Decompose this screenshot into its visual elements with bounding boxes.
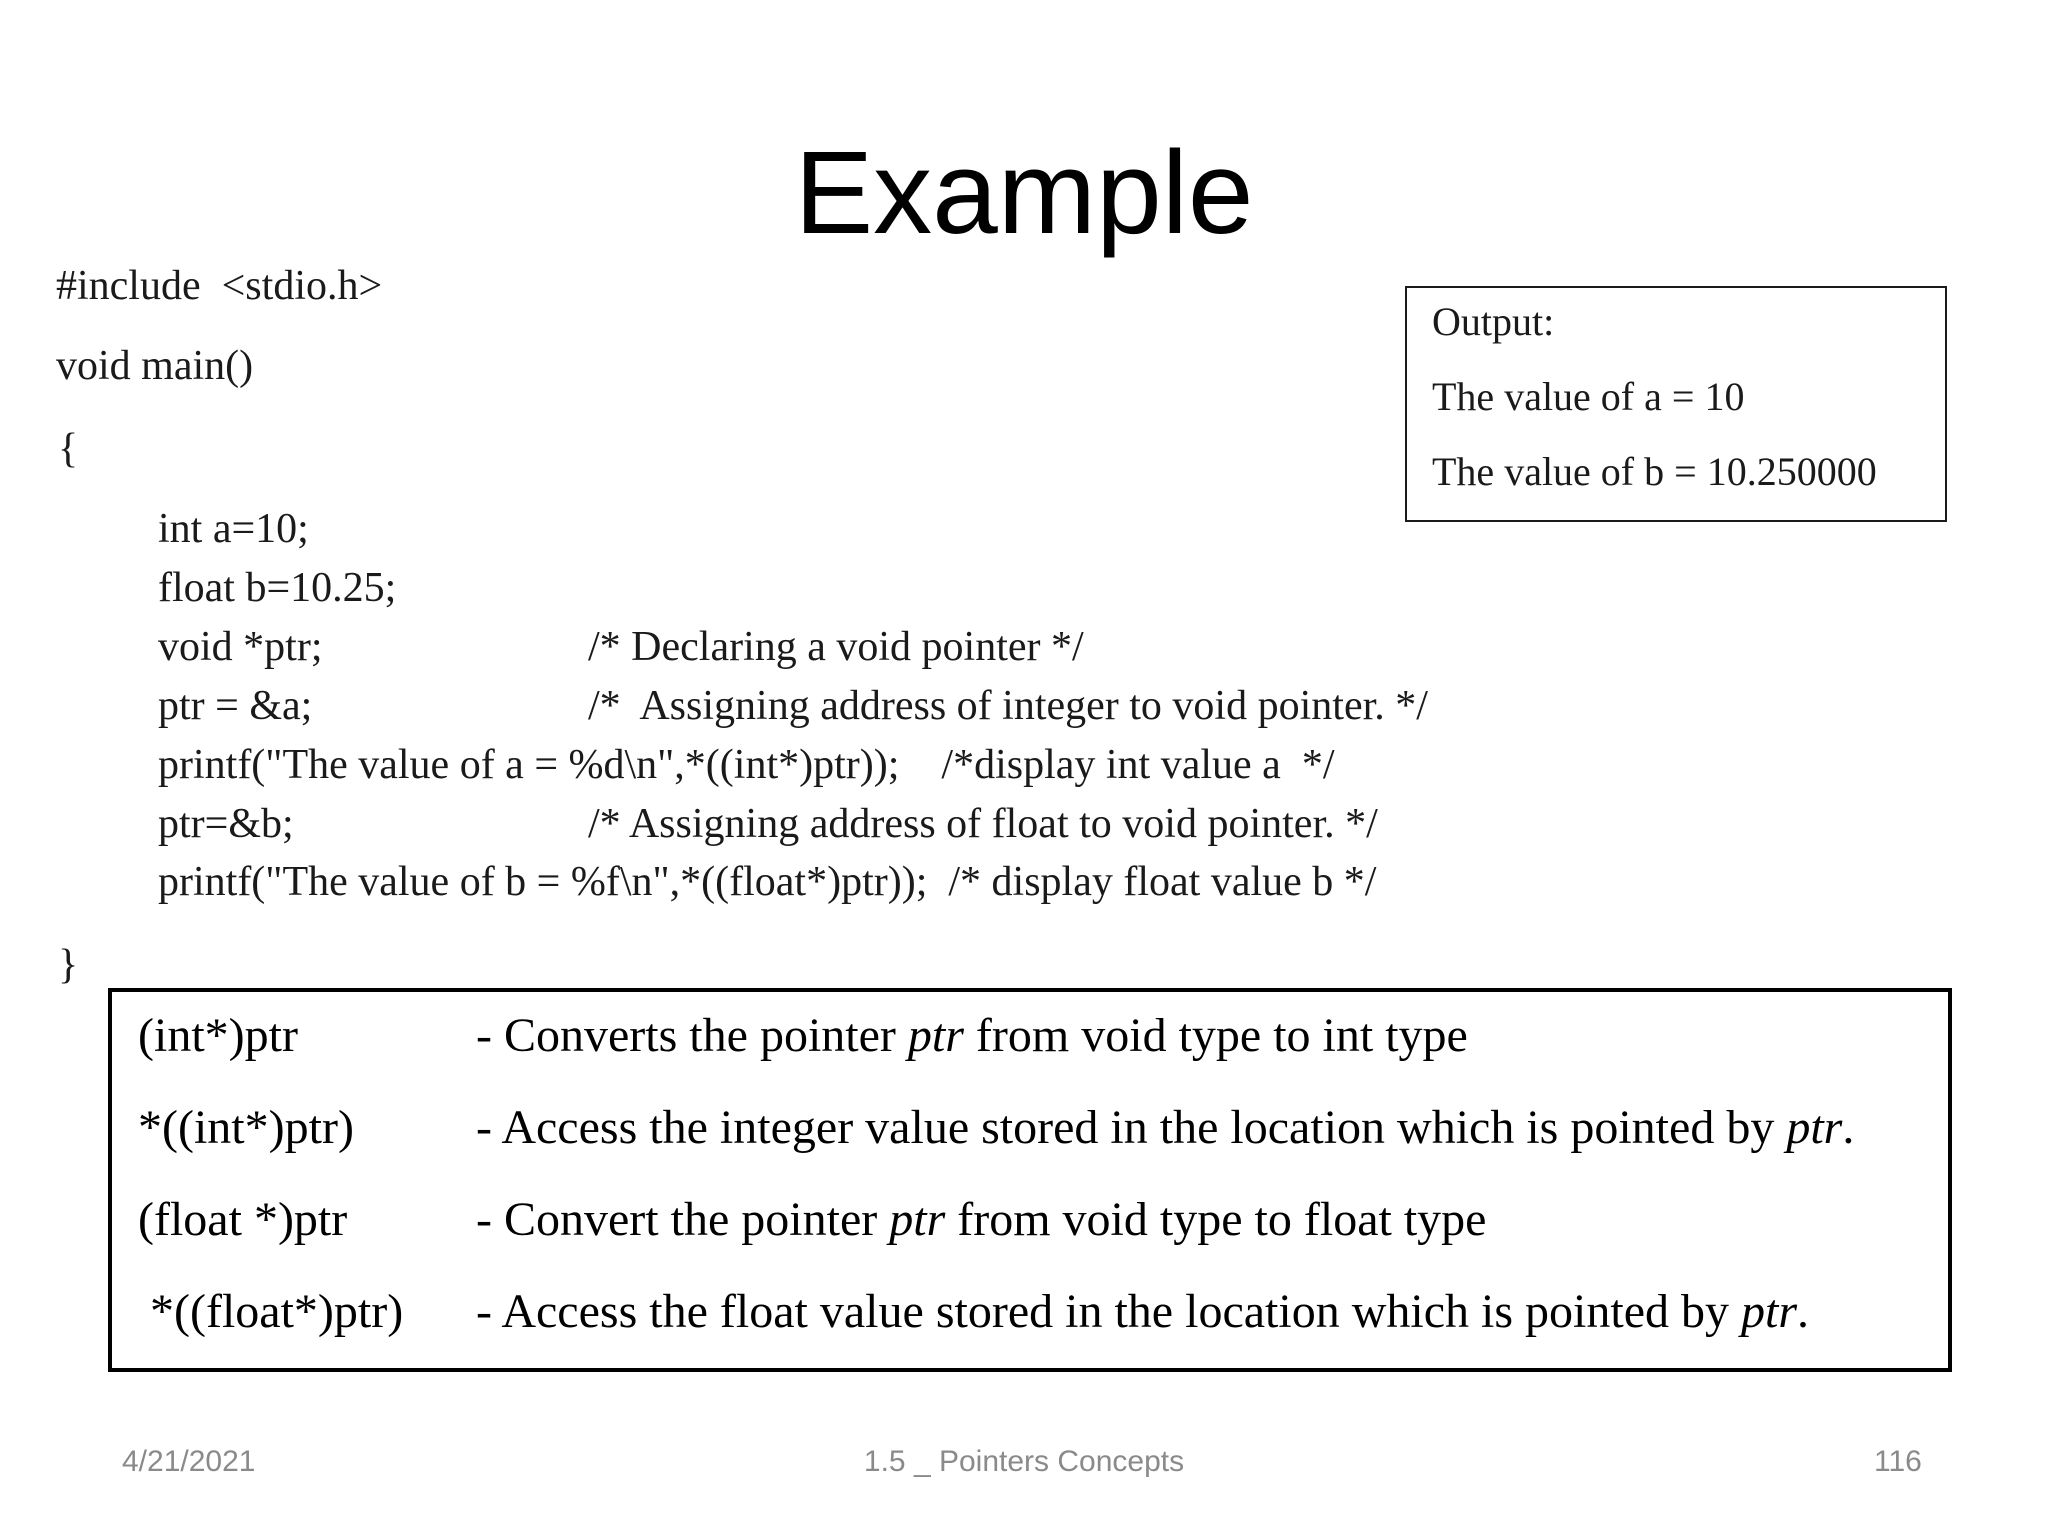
output-box <box>1405 286 1947 522</box>
code-statement: int a=10; <box>158 506 309 552</box>
code-statement: printf("The value of b = %f\n",*((float*)ptr)); /* display float value b */ <box>158 859 1377 905</box>
explanation-term: (float *)ptr <box>138 1193 348 1246</box>
code-statement: printf("The value of a = %d\n",*((int*)ptr)); /*display int value a */ <box>158 742 1335 788</box>
output-heading: Output: <box>1432 299 1555 344</box>
code-include: #include <stdio.h> <box>56 263 383 309</box>
explanation-term: (int*)ptr <box>138 1009 298 1062</box>
slide-title: Example <box>794 127 1254 259</box>
explanation-term: *((float*)ptr) <box>138 1285 404 1338</box>
explanation-box <box>108 988 1952 1372</box>
explanation-description: - Convert the pointer ptr from void type to float type <box>476 1193 1487 1246</box>
explanation-description: - Access the float value stored in the location which is pointed by ptr. <box>476 1285 1810 1338</box>
output-line: The value of b = 10.250000 <box>1432 449 1877 494</box>
explanation-description: - Access the integer value stored in the location which is pointed by ptr. <box>476 1101 1855 1154</box>
output-line: The value of a = 10 <box>1432 374 1745 419</box>
code-statement: ptr=&b; <box>158 801 294 847</box>
explanation-description: - Converts the pointer ptr from void type to int type <box>476 1009 1468 1062</box>
code-statement: ptr = &a; <box>158 683 313 729</box>
explanation-term: *((int*)ptr) <box>138 1101 354 1154</box>
code-open-brace: { <box>58 426 79 472</box>
code-main-signature: void main() <box>56 343 254 389</box>
code-statement: void *ptr; <box>158 624 323 670</box>
code-close-brace: } <box>58 942 79 988</box>
footer-page-number: 116 <box>1874 1445 1922 1478</box>
footer-date: 4/21/2021 <box>122 1445 256 1478</box>
code-comment: /* Declaring a void pointer */ <box>588 624 1084 670</box>
code-comment: /* Assigning address of float to void pointer. */ <box>588 801 1378 847</box>
code-statement: float b=10.25; <box>158 565 397 611</box>
footer-topic: 1.5 _ Pointers Concepts <box>863 1445 1185 1478</box>
code-comment: /* Assigning address of integer to void pointer. */ <box>588 683 1428 729</box>
